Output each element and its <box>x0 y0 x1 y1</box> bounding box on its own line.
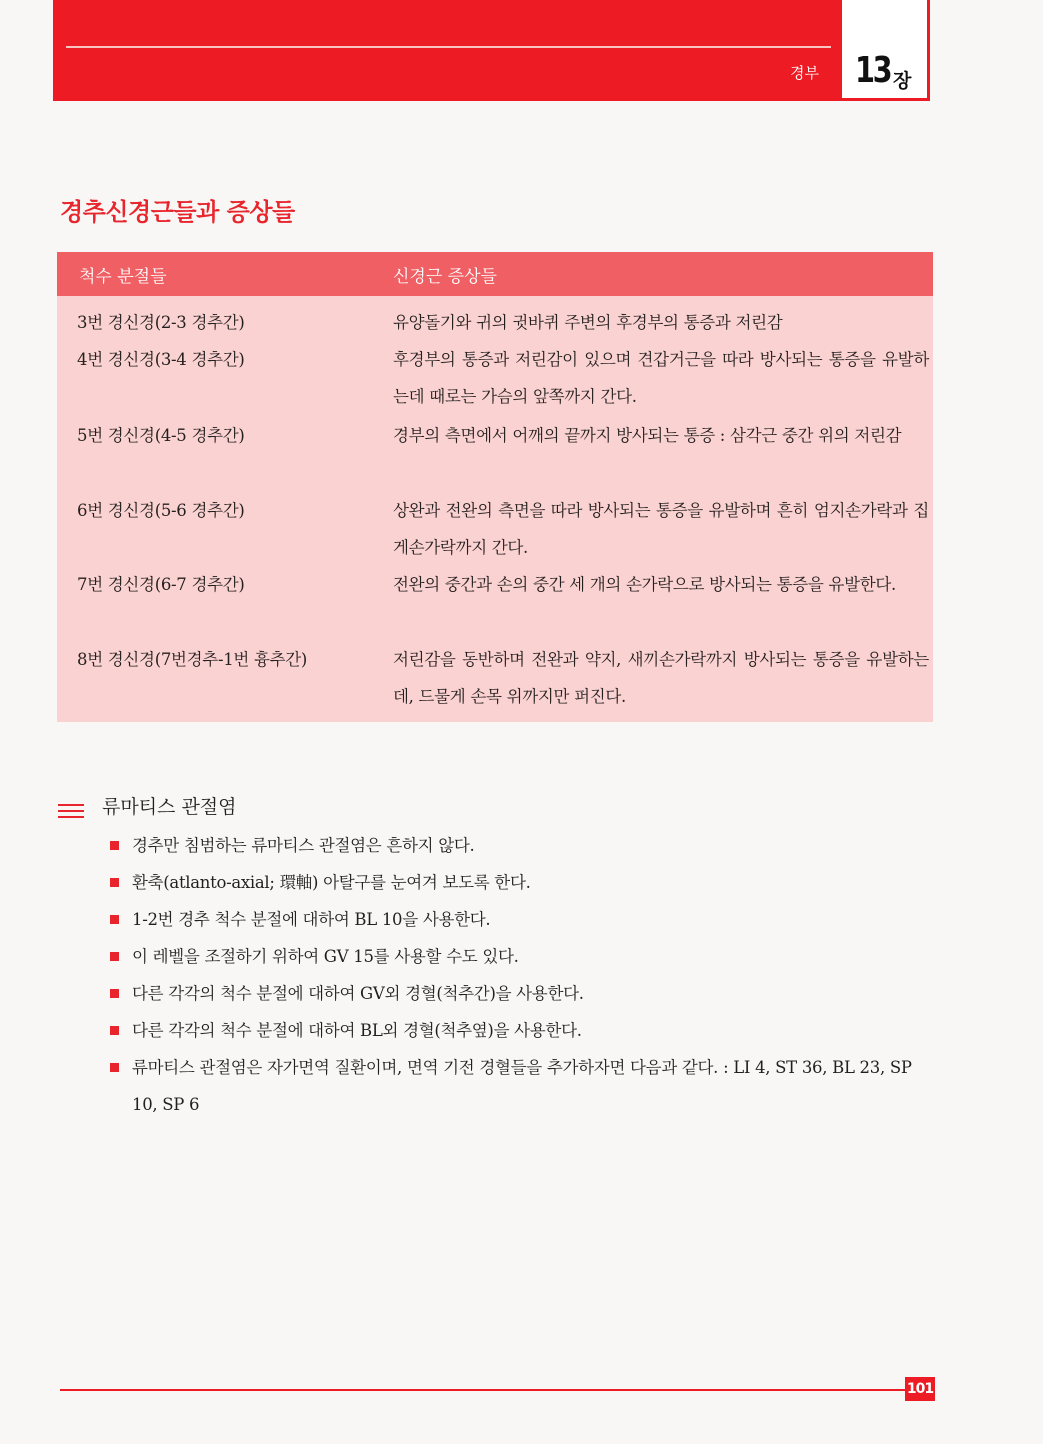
section-title: 경추신경근들과 증상들 <box>60 198 295 226</box>
list-item: 다른 각각의 척수 분절에 대하여 GV외 경혈(척추간)을 사용한다. <box>110 975 940 1012</box>
symptoms-cell: 유양돌기와 귀의 귓바퀴 주변의 후경부의 통증과 저린감 <box>393 313 783 332</box>
nerve-root-table <box>57 252 933 722</box>
segment-cell: 4번 경신경(3-4 경추간) <box>77 350 245 369</box>
symptoms-cell: 후경부의 통증과 저린감이 있으며 견갑거근을 따라 방사되는 통증을 유발하는데 때로는 가슴의 앞쪽까지 간다. <box>393 350 929 406</box>
square-bullet-icon <box>110 1026 119 1035</box>
list-item: 다른 각각의 척수 분절에 대하여 BL외 경혈(척추옆)을 사용한다. <box>110 1012 940 1049</box>
list-item: 이 레벨을 조절하기 위하여 GV 15를 사용할 수도 있다. <box>110 938 940 975</box>
symptoms-cell: 경부의 측면에서 어깨의 끝까지 방사되는 통증 : 삼각근 중간 위의 저린감 <box>393 426 902 445</box>
column-header-segment: 척수 분절들 <box>79 267 167 287</box>
triple-line-icon <box>58 804 84 820</box>
list-item: 경추만 침범하는 류마티스 관절염은 흔하지 않다. <box>110 827 940 864</box>
segment-cell: 5번 경신경(4-5 경추간) <box>77 426 245 445</box>
symptoms-cell: 상완과 전완의 측면을 따라 방사되는 통증을 유발하며 흔히 엄지손가락과 집게손가락까지 간다. <box>393 501 929 557</box>
header-bar <box>53 0 842 101</box>
segment-cell: 8번 경신경(7번경추-1번 흉추간) <box>77 650 308 669</box>
header-section-name: 경부 <box>790 64 819 82</box>
segment-cell: 7번 경신경(6-7 경추간) <box>77 575 245 594</box>
subsection-title: 류마티스 관절염 <box>102 796 237 818</box>
square-bullet-icon <box>110 878 119 887</box>
column-header-symptoms: 신경근 증상들 <box>393 267 497 287</box>
header-rule <box>66 46 831 48</box>
chapter-number: 13 <box>855 50 891 91</box>
footer-rule <box>60 1389 905 1391</box>
rheumatoid-bullet-list <box>110 827 940 1123</box>
square-bullet-icon <box>110 989 119 998</box>
page-number: 101 <box>905 1377 935 1401</box>
symptoms-cell: 저린감을 동반하며 전완과 약지, 새끼손가락까지 방사되는 통증을 유발하는데, 드물게 손목 위까지만 퍼진다. <box>393 650 929 706</box>
segment-cell: 3번 경신경(2-3 경추간) <box>77 313 245 332</box>
list-item: 환축(atlanto-axial; 環軸) 아탈구를 눈여겨 보도록 한다. <box>110 864 940 901</box>
square-bullet-icon <box>110 1063 119 1072</box>
table-header <box>57 252 933 296</box>
list-item: 1-2번 경추 척수 분절에 대하여 BL 10을 사용한다. <box>110 901 940 938</box>
list-item: 류마티스 관절염은 자가면역 질환이며, 면역 기전 경혈들을 추가하자면 다음과 같다. : LI 4, ST 36, BL 23, SP 10, SP 6 <box>110 1049 940 1123</box>
chapter-suffix: 장 <box>893 70 912 92</box>
square-bullet-icon <box>110 841 119 850</box>
segment-cell: 6번 경신경(5-6 경추간) <box>77 501 245 520</box>
square-bullet-icon <box>110 952 119 961</box>
symptoms-cell: 전완의 중간과 손의 중간 세 개의 손가락으로 방사되는 통증을 유발한다. <box>393 575 896 594</box>
square-bullet-icon <box>110 915 119 924</box>
